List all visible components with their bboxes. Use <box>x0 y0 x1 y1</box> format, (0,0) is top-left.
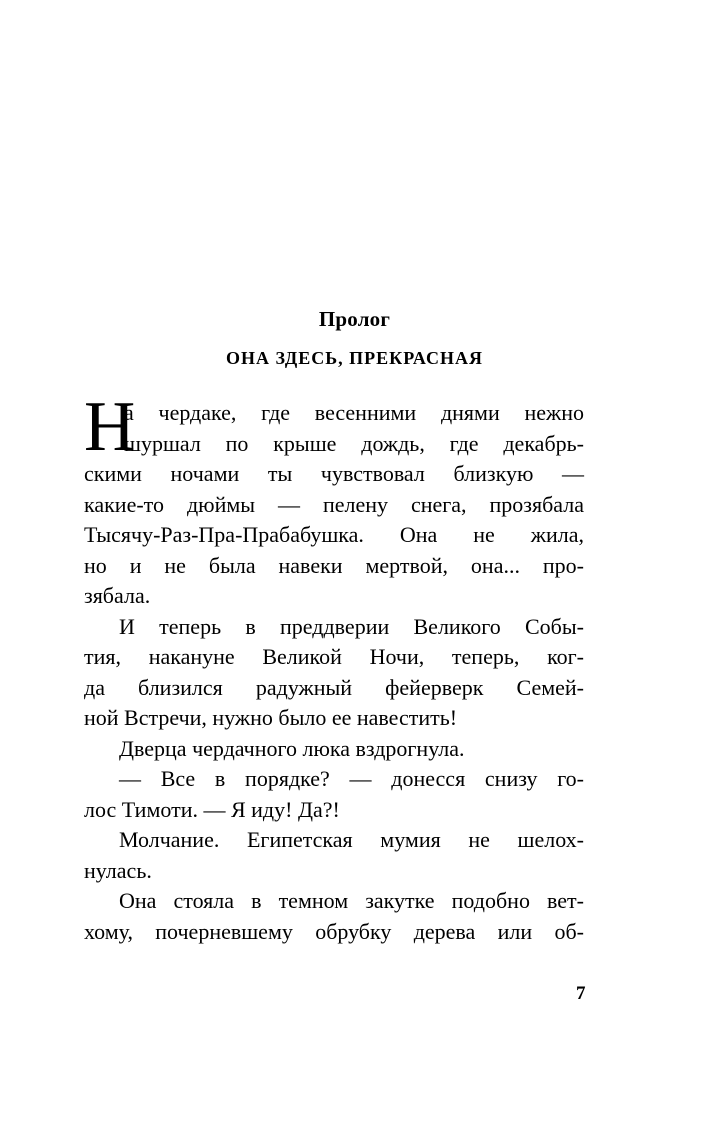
text-line: Молчание. Египетская мумия не шелох- <box>119 827 584 852</box>
text-line: лос Тимоти. — Я иду! Да?! <box>84 796 340 822</box>
chapter-label: Пролог <box>318 307 391 331</box>
text-line: зябала. <box>84 583 151 608</box>
drop-cap-letter: Н <box>84 388 136 466</box>
text-line: Тысячу-Раз-Пра-Прабабушка. Она не жила, <box>84 522 584 547</box>
text-line: — Все в порядке? — донесся снизу го- <box>119 766 584 791</box>
chapter-title: ОНА ЗДЕСЬ, ПРЕКРАСНАЯ <box>225 348 484 368</box>
text-line: какие-то дюймы — пелену снега, прозябала <box>84 491 584 517</box>
text-line: да близился радужный фейерверк Семей- <box>84 674 584 700</box>
text-line: И теперь в преддверии Великого Собы- <box>119 613 584 639</box>
text-line: скими ночами ты чувствовал близкую — <box>84 461 584 486</box>
page-number: 7 <box>576 983 586 1004</box>
text-line: ной Встречи, нужно было ее навестить! <box>84 705 458 730</box>
text-line: Она стояла в темном закутке подобно вет- <box>119 888 584 913</box>
text-line: хому, почерневшему обрубку дерева или об- <box>84 918 584 944</box>
text-line: а чердаке, где весенними днями нежно <box>124 400 584 425</box>
body-text <box>84 398 584 947</box>
text-line: Дверца чердачного люка вздрогнула. <box>119 735 465 761</box>
text-line: тия, накануне Великой Ночи, теперь, ког- <box>84 644 584 669</box>
text-line: нулась. <box>84 857 152 883</box>
text-line: но и не была навеки мертвой, она... про- <box>84 552 584 578</box>
text-line: шуршал по крыше дождь, где декабрь- <box>124 430 584 456</box>
